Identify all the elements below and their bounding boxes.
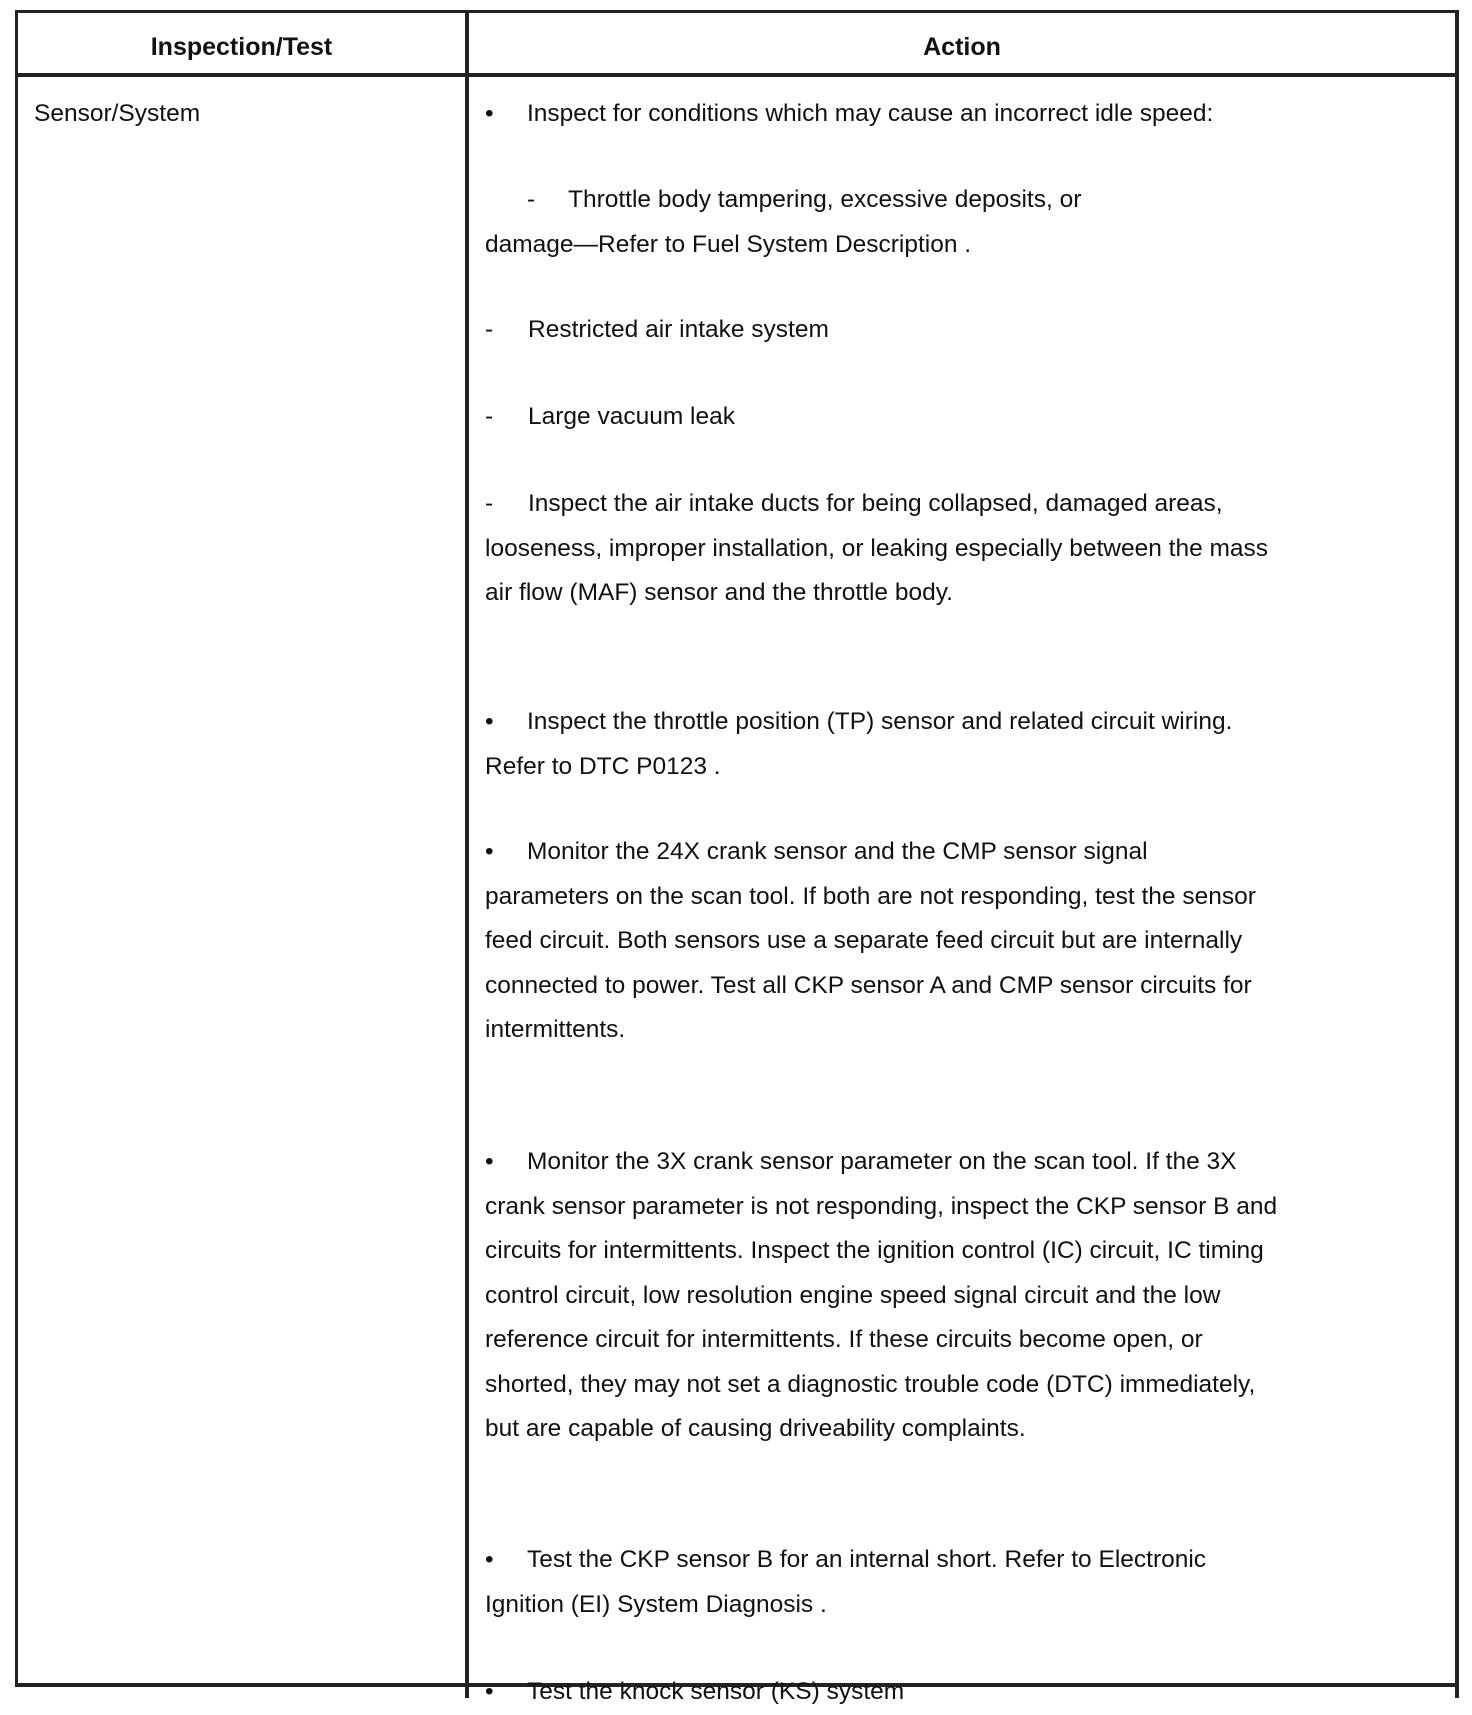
action-line: Restricted air intake system	[528, 316, 829, 343]
action-line: air flow (MAF) sensor and the throttle body.	[485, 579, 953, 606]
action-item	[485, 700, 1232, 789]
action-item	[485, 308, 829, 353]
action-line: Inspect the air intake ducts for being collapsed, damaged areas,	[528, 490, 1223, 517]
action-line: Test the CKP sensor B for an internal short. Refer to Electronic	[527, 1546, 1207, 1573]
dash-marker: -	[485, 316, 494, 343]
action-line: Refer to DTC P0123 .	[485, 752, 721, 780]
table-right-border	[1455, 10, 1459, 1698]
action-line: shorted, they may not set a diagnostic trouble code (DTC) immediately,	[485, 1370, 1256, 1398]
table-left-border	[15, 10, 18, 1685]
bullet-marker: •	[485, 100, 494, 127]
action-line: Inspect for conditions which may cause an incorrect idle speed:	[527, 100, 1214, 127]
header-bottom-border	[15, 73, 1459, 77]
dash-marker: -	[485, 403, 494, 430]
header-inspection-test: Inspection/Test	[150, 33, 333, 61]
action-item	[485, 1538, 1206, 1627]
action-line: Inspect the throttle position (TP) sensor and related circuit wiring.	[527, 708, 1233, 735]
action-line: Ignition (EI) System Diagnosis .	[485, 1590, 827, 1618]
action-line: Monitor the 3X crank sensor parameter on the scan tool. If the 3X	[527, 1148, 1237, 1175]
action-item	[485, 395, 735, 440]
action-line: Throttle body tampering, excessive deposits, or	[568, 186, 1082, 213]
action-line: feed circuit. Both sensors use a separate feed circuit but are internally	[485, 927, 1243, 954]
header-action: Action	[923, 33, 1001, 61]
action-line: intermittents.	[485, 1016, 626, 1043]
action-line: connected to power. Test all CKP sensor A and CMP sensor circuits for	[485, 971, 1252, 999]
table-top-border	[15, 10, 1459, 13]
bullet-marker: •	[485, 1678, 494, 1705]
action-line: circuits for intermittents. Inspect the ignition control (IC) circuit, IC timing	[485, 1237, 1264, 1264]
dash-marker: -	[527, 186, 536, 213]
action-item	[485, 92, 1213, 137]
action-item	[485, 482, 1268, 616]
cut-off-action-text	[485, 1670, 904, 1715]
action-line: reference circuit for intermittents. If these circuits become open, or	[485, 1326, 1203, 1353]
cut-off-line: Test the knock sensor (KS) system	[527, 1678, 905, 1705]
action-line: looseness, improper installation, or leaking especially between the mass	[485, 534, 1269, 562]
bullet-marker: •	[485, 708, 494, 735]
bullet-marker: •	[485, 838, 494, 865]
column-divider	[465, 10, 469, 1698]
bullet-marker: •	[485, 1546, 494, 1573]
action-line: crank sensor parameter is not responding, inspect the CKP sensor B and	[485, 1192, 1278, 1220]
bullet-marker: •	[485, 1148, 494, 1175]
action-line: control circuit, low resolution engine speed signal circuit and the low	[485, 1281, 1221, 1309]
action-line: parameters on the scan tool. If both are not responding, test the sensor	[485, 882, 1256, 910]
action-line: Large vacuum leak	[528, 403, 736, 430]
action-item	[485, 178, 1081, 267]
dash-marker: -	[485, 490, 494, 517]
action-line: damage—Refer to Fuel System Description .	[485, 230, 972, 258]
action-line: but are capable of causing driveability complaints.	[485, 1415, 1026, 1442]
inspection-cell: Sensor/System	[34, 100, 201, 127]
action-item	[485, 1140, 1277, 1452]
action-line: Monitor the 24X crank sensor and the CMP sensor signal	[527, 838, 1148, 865]
action-item	[485, 830, 1256, 1053]
